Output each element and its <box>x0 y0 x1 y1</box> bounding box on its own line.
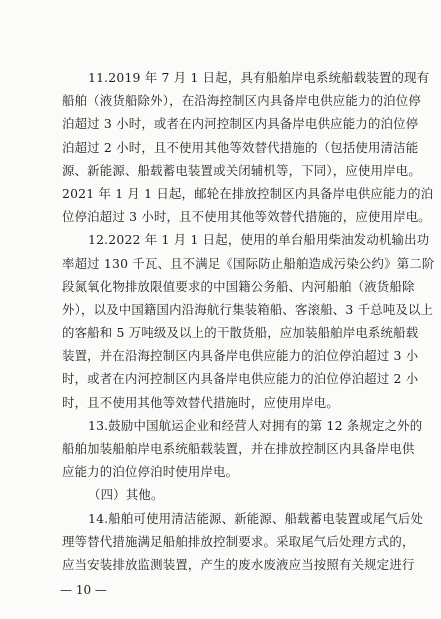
text-line: 船舶加装船舶岸电系统船载装置，并在排放控制区内具备岸电供 <box>62 441 415 456</box>
text-line: 应能力的泊位停泊时使用岸电。 <box>62 464 239 480</box>
text-line: 理等替代措施满足船舶排放控制要求。采取尾气后处理方式的， <box>62 533 415 549</box>
text-line: 率超过 130 千瓦、且不满足《国际防止船舶造成污染公约》第二阶 <box>62 255 435 271</box>
text-line: 2021 年 1 月 1 日起，邮轮在排放控制区内具备岸电供应能力的泊 <box>62 185 434 201</box>
text-line: 位停泊超过 3 小时，且不使用其他等效替代措施的，应使用岸电。 <box>62 209 431 225</box>
text-line: 14.船舶可使用清洁能源、新能源、船载蓄电装置或尾气后处 <box>88 510 424 526</box>
text-line: 应当安装排放监测装置，产生的废水废液应当按照有关规定进行 <box>62 556 415 572</box>
text-line: 时，且不使用其他等效替代措施时，应使用岸电。 <box>62 394 339 410</box>
text-line: 13.鼓励中国航运企业和经营人对拥有的第 12 条规定之外的 <box>88 417 423 433</box>
text-line: 船舶（液货船除外），在沿海控制区内具备岸电供应能力的泊位停 <box>62 93 421 109</box>
text-line: 泊超过 3 小时，或者在内河控制区内具备岸电供应能力的泊位停 <box>62 116 419 132</box>
text-line: 的客船和 5 万吨级及以上的干散货船，应加装船舶岸电系统船载 <box>62 325 419 341</box>
text-line: 外），以及中国籍国内沿海航行集装箱船、客滚船、3 千总吨及以上 <box>62 301 434 317</box>
text-line: 段氮氧化物排放限值要求的中国籍公务船、内河船舶（液货船除 <box>62 278 415 294</box>
text-line: 12.2022 年 1 月 1 日起，使用的单台船用柴油发动机输出功 <box>88 232 430 248</box>
page-number: — 10 — <box>60 583 107 597</box>
text-line: 泊超过 2 小时，且不使用其他等效替代措施的（包括使用清洁能 <box>62 139 419 155</box>
section-heading: （四）其他。 <box>88 487 164 503</box>
text-line: 时，或者在内河控制区内具备岸电供应能力的泊位停泊超过 2 小 <box>62 371 419 387</box>
text-line: 源、新能源、船载蓄电装置或关闭辅机等，下同），应使用岸电。 <box>62 162 421 178</box>
text-line: 11.2019 年 7 月 1 日起，具有船舶岸电系统船载装置的现有 <box>88 70 430 85</box>
body-text <box>62 66 435 576</box>
text-line: 装置，并在沿海控制区内具备岸电供应能力的泊位停泊超过 3 小 <box>62 348 419 364</box>
